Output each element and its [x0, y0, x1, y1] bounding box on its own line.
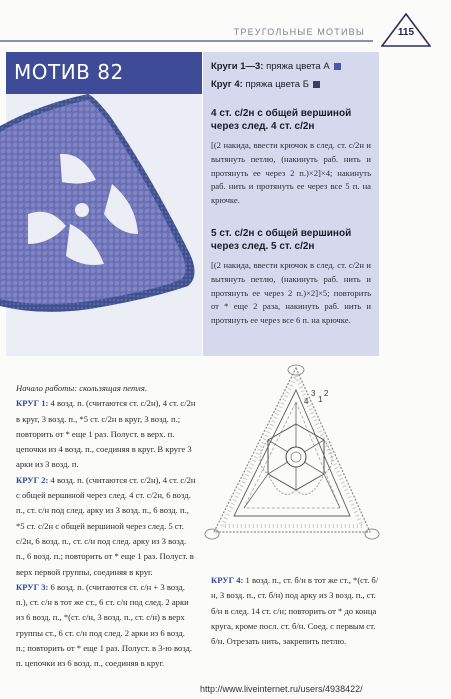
round-3-label: КРУГ 3: — [16, 581, 49, 592]
stitch-5-block — [211, 227, 371, 328]
crochet-diagram — [200, 362, 380, 562]
stitch-5-heading-2: через след. 5 ст. с/2н — [211, 241, 315, 252]
source-url[interactable]: http://www.liveinternet.ru/users/4938422/ — [200, 684, 363, 694]
section-title: ТРЕУГОЛЬНЫЕ МОТИВЫ — [233, 27, 365, 37]
legend-row-b — [211, 76, 341, 94]
diagram-label-4: 4 — [304, 397, 309, 406]
stitch-4-block — [211, 107, 371, 208]
round-4-label: КРУГ 4: — [211, 575, 244, 585]
round-3-text: 6 возд. п. (считаются ст. с/н + 3 возд. п.), ст. с/н в тот же ст., 6 ст. с/н под след. 2 арки из 6 возд. п., *(ст. с/н, 3 возд. п., ст. с/н) в верх группы ст., 6 ст. с/н под след. 2 арки из 6 возд. п.; повторить от * еще 1 раз. Полуст. в 3-ю возд. п. цепочки из 6 возд. п., соединяя в круг. — [16, 581, 193, 669]
color-b-swatch — [313, 81, 320, 88]
page-number: 115 — [397, 27, 415, 38]
legend-yarn-a: пряжа цвета А — [266, 61, 330, 72]
stitch-5-body: [(2 накида, ввести крючок в след. ст. с/2н и вытянуть петлю, (накинуть раб. нить и протянуть ее через 2 п.)×2]×5; повторить от * еще 2 раза, накинуть раб. нить и протянуть ее через все 6 п. на крючке. — [211, 260, 371, 326]
stitch-4-body: [(2 накида, ввести крючок в след. ст. с/2н и вытянуть петлю, (накинуть раб. нить и протянуть ее через 2 п.)×2]×4; накинуть раб. нить и протянуть ее через все 5 п. на крючке. — [211, 140, 371, 206]
page-number-badge — [381, 13, 431, 47]
round-1 — [16, 396, 196, 472]
diagram-label-1: 1 — [318, 395, 323, 404]
round-1-text: 4 возд. п. (считаются ст. с/2н), 4 ст. с/2н в круг, 3 возд. п., *5 ст. с/2н в круг, 3 возд. п.; повторить от * еще 1 раз. Полуст. в верх. п. цепочки из 4 возд. п., соединяя в круг. В круге 3 арки из 3 возд. п. — [16, 398, 196, 470]
diagram-label-3: 3 — [311, 389, 316, 398]
legend-round4-label: Круг 4: — [211, 79, 243, 90]
yarn-legend — [211, 58, 341, 94]
color-a-swatch — [334, 63, 341, 70]
header-rule — [0, 40, 373, 42]
round-4-text: 1 возд. п., ст. б/н в тот же ст., *(ст. б/н, 3 возд. п., ст. б/н) под арку из 3 возд. п., ст. б/н в след. 14 ст. с/н; повторить от * до конца круга, кроме посл. ст. б/н. Соед. с первым ст. б/н. Отрезать нить, закрепить петлю. — [211, 575, 379, 647]
round-1-label: КРУГ 1: — [16, 398, 49, 409]
legend-rounds-label: Круги 1—3: — [211, 61, 264, 72]
legend-row-a — [211, 58, 341, 76]
motif-title: МОТИВ 82 — [14, 60, 124, 84]
round-4 — [211, 573, 379, 649]
stitch-4-heading-1: 4 ст. с/2н с общей вершиной — [211, 108, 352, 119]
round-2 — [16, 473, 196, 580]
round-2-text: 4 возд. п. (считаются ст. с/2н), 4 ст. с/2н с общей вершиной через след. 4 ст. с/2н, 6 возд. п., ст. с/н под след. арку из 3 возд. п., 6 возд. п., *5 ст. с/2н с общей вершиной через след. 5 ст. с/2н, 6 возд. п., ст. с/н под след. арку из 3 возд. п., 6 возд. п.; повторить от * еще 1 раз. Полуст. в верх первой группы, соединяя в круг. — [16, 474, 196, 577]
instructions-left — [16, 381, 196, 672]
stitch-5-heading-1: 5 ст. с/2н с общей вершиной — [211, 228, 352, 239]
start-note: Начало работы: скользящая петля. — [16, 383, 148, 393]
stitch-4-heading-2: через след. 4 ст. с/2н — [211, 121, 315, 132]
round-2-label: КРУГ 2: — [16, 474, 49, 485]
round-3 — [16, 580, 196, 672]
motif-photo — [0, 94, 203, 356]
legend-yarn-b: пряжа цвета Б — [245, 79, 309, 90]
diagram-label-2: 2 — [324, 389, 329, 398]
